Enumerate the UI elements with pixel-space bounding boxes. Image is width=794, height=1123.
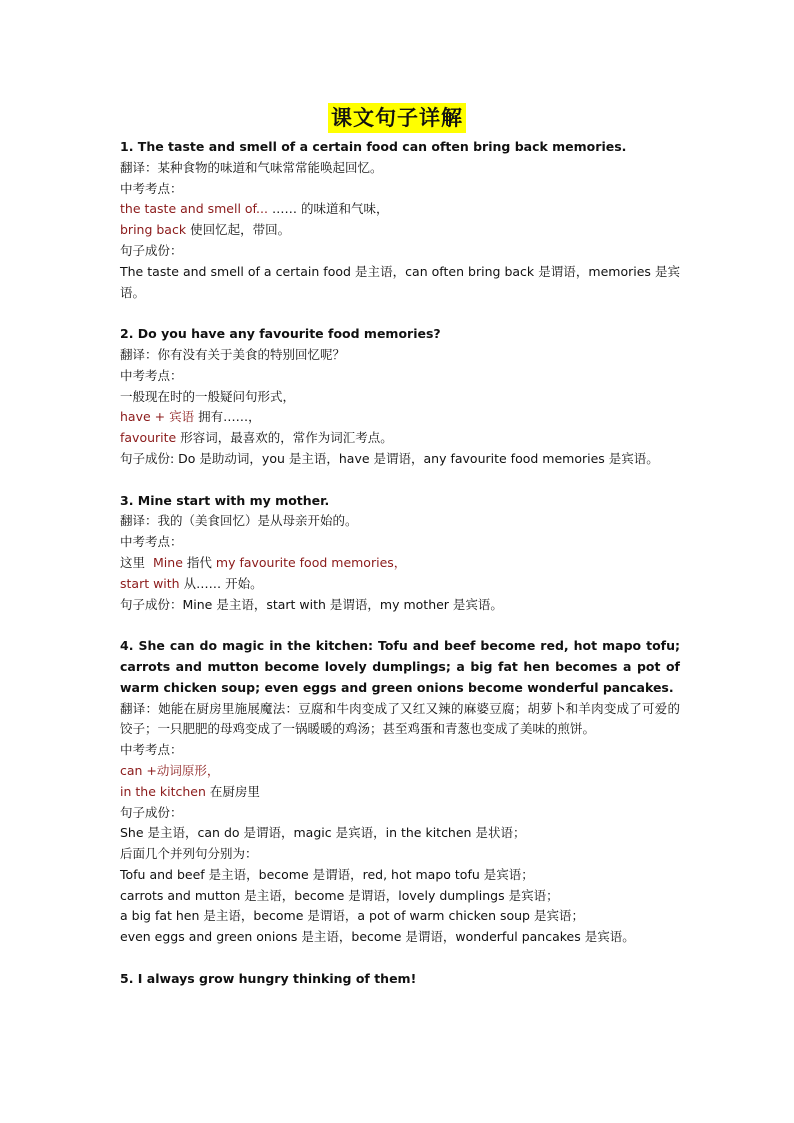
page-title: 课文句子详解 xyxy=(328,103,466,133)
sentence-4-points-label: 中考考点： xyxy=(120,742,183,758)
point-term: start with xyxy=(120,575,180,591)
sentence-1-point-1 xyxy=(120,199,680,220)
sentence-4-component-3: Tofu and beef 是主语，become 是谓语，red, hot mapo tofu 是宾语； xyxy=(120,866,534,882)
point-term: favourite xyxy=(120,430,177,446)
point-definition: 从…… 开始。 xyxy=(183,575,263,591)
sentence-2-points-label: 中考考点： xyxy=(120,367,183,383)
point-term: have + 宾语 xyxy=(120,409,195,425)
sentence-1-translation: 翻译：某种食物的味道和气味常常能唤起回忆。 xyxy=(120,159,383,175)
sentence-2-translation: 翻译：你有没有关于美食的特别回忆呢？ xyxy=(120,346,346,362)
sentence-1-heading: 1. The taste and smell of a certain food can often bring back memories. xyxy=(120,139,627,154)
sentence-4-point-1 xyxy=(120,761,680,782)
sentence-4-point-2 xyxy=(120,782,680,803)
sentence-3-components: 句子成份：Mine 是主语，start with 是谓语，my mother 是宾语。 xyxy=(120,596,503,612)
point-definition: …… 的味道和气味， xyxy=(271,201,389,217)
point-term: can +动词原形， xyxy=(120,762,220,778)
sentence-2-heading: 2. Do you have any favourite food memories? xyxy=(120,326,441,342)
sentence-4-component-4: carrots and mutton 是主语，become 是谓语，lovely dumplings 是宾语； xyxy=(120,887,559,903)
sentence-3-translation: 翻译：我的（美食回忆）是从母亲开始的。 xyxy=(120,513,358,529)
point-definition: 形容词，最喜欢的，常作为词汇考点。 xyxy=(180,430,393,446)
point-reference: my favourite food memories， xyxy=(215,554,407,570)
sentence-2-components: 句子成份: Do 是助动词，you 是主语，have 是谓语，any favourite food memories 是宾语。 xyxy=(120,450,659,466)
document-body xyxy=(120,137,680,990)
point-term: the taste and smell of... xyxy=(120,201,268,217)
sentence-2-point-2 xyxy=(120,428,680,449)
sentence-1-components-label: 句子成份： xyxy=(120,242,183,258)
sentence-3-heading: 3. Mine start with my mother. xyxy=(120,492,330,508)
point-prefix: 这里 xyxy=(120,554,146,570)
sentence-4-components-label: 句子成份： xyxy=(120,804,183,820)
point-connector: 指代 xyxy=(186,554,212,570)
sentence-3-point-1 xyxy=(120,553,680,574)
title-wrap xyxy=(0,103,794,133)
sentence-1-components: The taste and smell of a certain food 是主语，can often bring back 是谓语，memories 是宾语。 xyxy=(120,263,680,300)
sentence-4-component-6: even eggs and green onions 是主语，become 是谓语，wonderful pancakes 是宾语。 xyxy=(120,929,635,945)
point-definition: 在厨房里 xyxy=(209,783,260,799)
sentence-5-heading: 5. I always grow hungry thinking of them! xyxy=(120,970,417,986)
sentence-4-heading: 4. She can do magic in the kitchen: Tofu and beef become red, hot mapo tofu; carrots and mutton become lovely dumplings; a big fat hen becomes a pot of warm chicken soup; even eggs and green onions become wonderful pancakes. xyxy=(120,638,680,695)
sentence-1-points-label: 中考考点： xyxy=(120,180,183,196)
sentence-4-translation: 翻译：她能在厨房里施展魔法：豆腐和牛肉变成了又红又辣的麻婆豆腐；胡萝卜和羊肉变成了可爱的饺子；一只肥肥的母鸡变成了一锅暖暖的鸡汤；甚至鸡蛋和青葱也变成了美味的煎饼。 xyxy=(120,700,680,737)
point-term: bring back xyxy=(120,222,187,238)
sentence-1-point-2 xyxy=(120,220,680,241)
point-term: Mine xyxy=(153,554,183,570)
point-definition: 使回忆起，带回。 xyxy=(190,222,291,238)
sentence-2-point-0: 一般现在时的一般疑问句形式， xyxy=(120,388,296,404)
sentence-4-component-1: She 是主语，can do 是谓语，magic 是宾语，in the kitchen 是状语； xyxy=(120,825,526,841)
sentence-3-point-2 xyxy=(120,574,680,595)
sentence-4-component-2: 后面几个并列句分别为： xyxy=(120,846,258,862)
point-definition: 拥有……， xyxy=(198,409,261,425)
sentence-4-component-5: a big fat hen 是主语，become 是谓语，a pot of warm chicken soup 是宾语； xyxy=(120,908,584,924)
sentence-3-points-label: 中考考点： xyxy=(120,534,183,550)
sentence-2-point-1 xyxy=(120,407,680,428)
point-term: in the kitchen xyxy=(120,783,206,799)
